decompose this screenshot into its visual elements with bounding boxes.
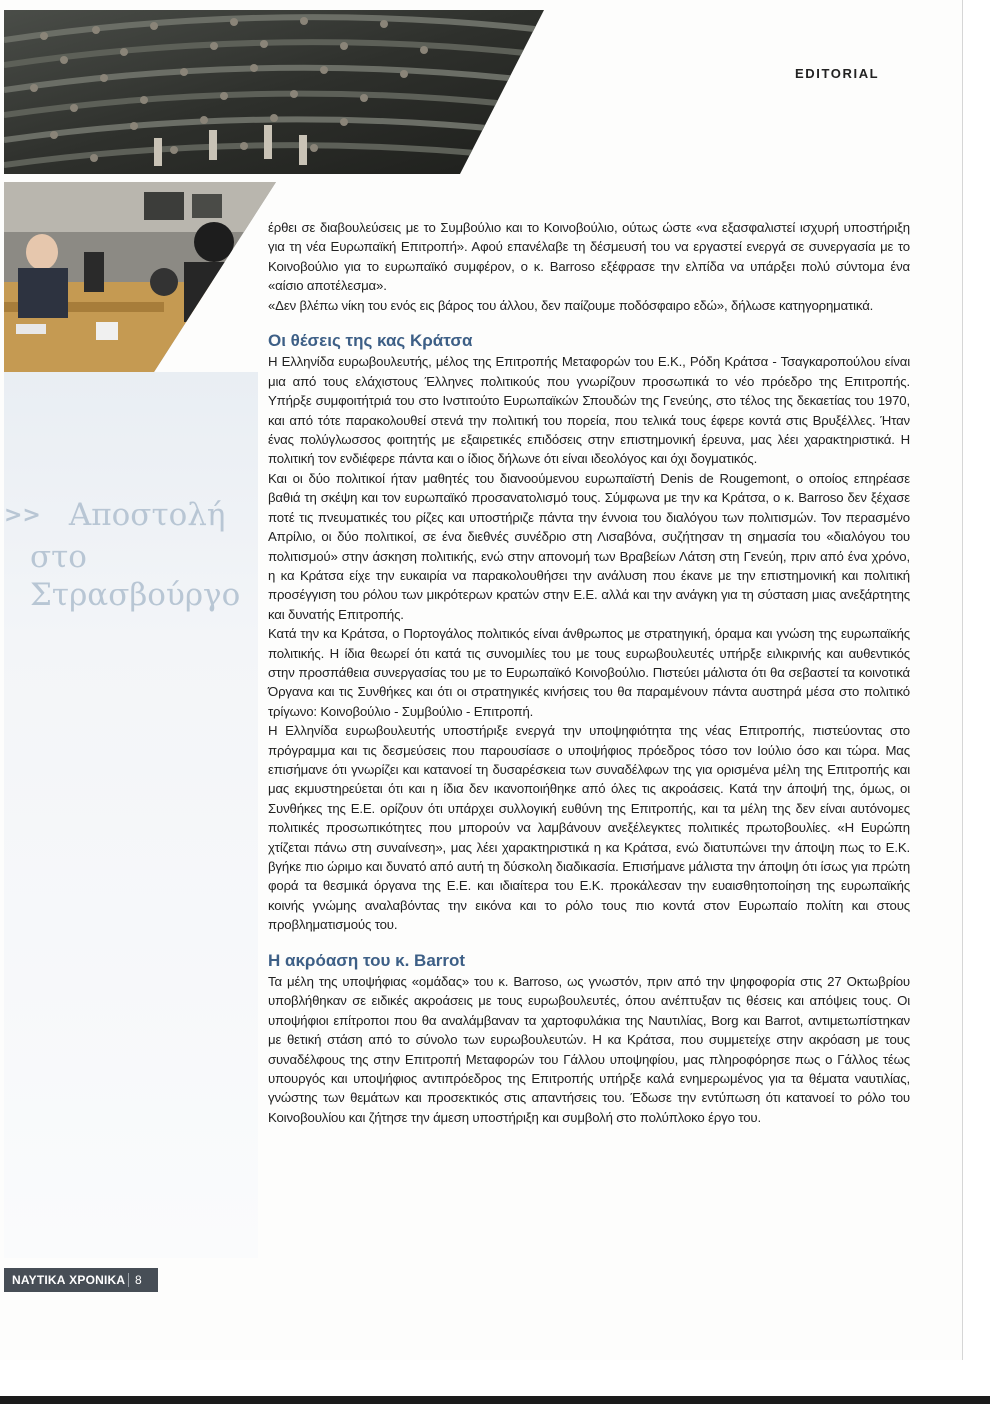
parliament-plenary-photo [4, 10, 544, 174]
footer-bar [4, 1268, 158, 1292]
title-line-1: Αποστολή [68, 497, 226, 533]
title-arrows: >> [4, 503, 41, 528]
body-paragraph: Η Ελληνίδα ευρωβουλευτής, μέλος της Επιτροπής Μεταφορών του Ε.Κ., Ρόδη Κράτσα - Τσαγκαροπούλου είναι μια από τους ελάχιστους Έλληνες πολιτικούς που γνωρίζουν προσωπικά το νέο πρόεδρο της Επιτροπής. Υπήρξε συμφοιτήτριά του στο Ινστιτούτο Ευρωπαϊκών Σπουδών της Γενεύης, στο τέλος της δεκαετίας του 1970, και από τότε παρακολουθεί στενά την πολιτική του πορεία, που τελικά τους έφερε κοντά στις Βρυξέλλες. Ήταν ένας πολύγλωσσος φοιτητής με εξαιρετικές επιδόσεις στην επιστημονική έρευνα, μας λέει χαρακτηριστικά. Η πολιτική τον ενδιέφερε πάντα και ο ίδιος δήλωνε ότι είναι ιδεολόγος και όχι δογματικός. [268, 354, 910, 467]
press-conference-photo [4, 182, 276, 372]
section-label: EDITORIAL [795, 66, 880, 81]
page-number: 8 [128, 1273, 142, 1287]
body-paragraph: Κατά την κα Κράτσα, ο Πορτογάλος πολιτικός είναι άνθρωπος με στρατηγική, όραμα και γνώση της ευρωπαϊκής πολιτικής. Η ίδια θεωρεί ότι κατά τις συνομιλίες του με τους ευρωβουλευτές υπήρξε ειλικρινής και αυθεντικός στην προσπάθεια συνεργασίας του με το Ευρωπαϊκό Κοινοβούλιο. Πιστεύει μάλιστα ότι θα σεβαστεί τα κοινοτικά Όργανα και τις Συνθήκες και ότι οι στρατηγικές κινήσεις του θα παραμένουν πάντα αυστηρά μέσα στο πολιτικό τρίγωνο: Κοινοβούλιο - Συμβούλιο - Επιτροπή. [268, 626, 910, 719]
page-bottom-rule [0, 1396, 990, 1404]
intro-quote: «Δεν βλέπω νίκη του ενός εις βάρος του άλλου, δεν παίζουμε ποδόσφαιρο εδώ», δήλωσε κατηγορηματικά. [268, 297, 874, 313]
body-paragraph: Η Ελληνίδα ευρωβουλευτής υποστήριξε ενεργά την υποψηφιότητα της νέας Επιτροπής, πιστεύοντας στο πρόγραμμα και τις δεσμεύσεις που παρουσίασε ο υποψήφιος πρόεδρος τόσο τον Ιούλιο όσο και τώρα. Μας επισήμανε ότι γνωρίζει και κατανοεί τη δυσαρέσκεια των συναδέλφων της για ορισμένα μέλη της Επιτροπής και μας εκμυστηρεύεται ότι και η ίδια δεν ικανοποιήθηκε από όλες τις ακροάσεις. Κατά την άποψή της, όμως, οι Συνθήκες της Ε.Ε. ορίζουν ότι υπάρχει συλλογική ευθύνη της Επιτροπής, και τα μέλη της δεν είναι αυτόνομες πολιτικές προσωπικότητες που μπορούν να λαμβάνουν ανεξέλεγκτες πολιτικές πρωτοβουλίες. «Η Ευρώπη χτίζεται πάνω στη συναίνεση», μας λέει χαρακτηριστικά η κα Κράτσα, ενώ διατυπώνει την άποψη πως το Ε.Κ. βγήκε πιο ώριμο και δυνατό από αυτή τη δύσκολη διαδικασία. Επισήμανε μάλιστα την άποψη ότι ίσως για πρώτη φορά τα θεσμικά όργανα της Ε.Ε. και ιδιαίτερα του Ε.Κ. προκάλεσαν την ευαισθητοποίηση της ευρωπαϊκής κοινής γνώμης αναλαβόντας την εικόνα και το ρόλο τους πιο κοντά στον Ευρωπαίο πολίτη και στους προβληματισμούς του. [268, 723, 910, 933]
title-line-2: στο Στρασβούργο [30, 539, 241, 613]
body-paragraph: Τα μέλη της υποψήφιας «ομάδας» του κ. Barroso, ως γνωστόν, πριν από την ψηφοφορία στις 27 Οκτωβρίου υποβλήθηκαν σε ειδικές ακροάσεις με τους ευρωβουλευτές, όπου ανέπτυξαν τις θέσεις και απόψεις τους. Οι υποψήφιοι επίτροποι που θα αναλάμβαναν τα χαρτοφυλάκια της Ναυτιλίας, Borg και Barrot, αντιμετωπίστηκαν με θετική στάση από το σύνολο των ευρωβουλευτών. Η κα Κράτσα, που συμμετείχε στην ακρόαση με τους συναδέλφους της στην Επιτροπή Μεταφορών του Γάλλου υποψηφίου, μας πληροφόρησε πως ο Γάλλος τέως υπουργός και υποψήφιος αντιπρόεδρος της Επιτροπής υπήρξε καλά ενημερωμένος για τα θέματα ναυτιλίας, γνώστης των θεμάτων και προσεκτικός στις απαντήσεις του. Έδωσε την εντύπωση ότι κατανοεί το ρόλο του Κοινοβουλίου και ζήτησε την άμεση υποστήριξη και συμβολή στο πολύπλοκο έργο του. [268, 974, 910, 1125]
magazine-name: ΝΑΥΤΙΚΑ ΧΡΟΝΙΚΑ [12, 1273, 126, 1287]
intro-paragraph: έρθει σε διαβουλεύσεις με το Συμβούλιο και το Κοινοβούλιο, ούτως ώστε «να εξασφαλιστεί ισχυρή υποστήριξη για τη νέα Ευρωπαϊκή Επιτροπή». Αφού επανέλαβε τη δέσμευσή του να εργαστεί ενεργά σε συνεργασία με το Κοινοβούλιο για το ευρωπαϊκό συμφέρον, ο κ. Barroso εξέφρασε την ελπίδα να υπάρξει πολύ σύντομα ένα «αίσιο αποτέλεσμα». [268, 220, 910, 294]
article-body [268, 218, 910, 1127]
heading-barrot-hearing: Η ακρόαση του κ. Barrot [268, 950, 466, 970]
article-title [4, 496, 262, 614]
heading-kratsa-positions: Οι θέσεις της κας Κράτσα [268, 331, 473, 351]
body-paragraph: Και οι δύο πολιτικοί ήταν μαθητές του διανοούμενου ευρωπαϊστή Denis de Rougemont, ο οποίος επηρέασε βαθιά τη σκέψη και τον ευρωπαϊκό προσανατολισμό τους. Σύμφωνα με την κα Κράτσα, ο κ. Barroso δεν ξέχασε ποτέ τις πνευματικές του ρίζες και υποστήριζε πάντα την έννοια του διαλόγου των πολιτισμών. Τον περασμένο Απρίλιο, οι δύο πολιτικοί, σε ένα διεθνές συνέδριο στη Λισαβόνα, συζήτησαν τη σημασία του «διαλόγου του πολιτισμού» στην άσκηση πολιτικής, ενώ στην απονομή των Βραβείων Λάτση στη Γενεύη, πριν από ένα χρόνο, η κα Κράτσα είχε την ευκαιρία να παρακολουθήσει την ανάλυση που έκανε με την επιστημονική και πολιτική προσέγγιση του ρόλου των μικρότερων κρατών στην Ε.Ε. αλλά και την ανάγκη για τη σύσταση μιας ανεξάρτητης και δυνατής Επιτροπής. [268, 470, 910, 622]
